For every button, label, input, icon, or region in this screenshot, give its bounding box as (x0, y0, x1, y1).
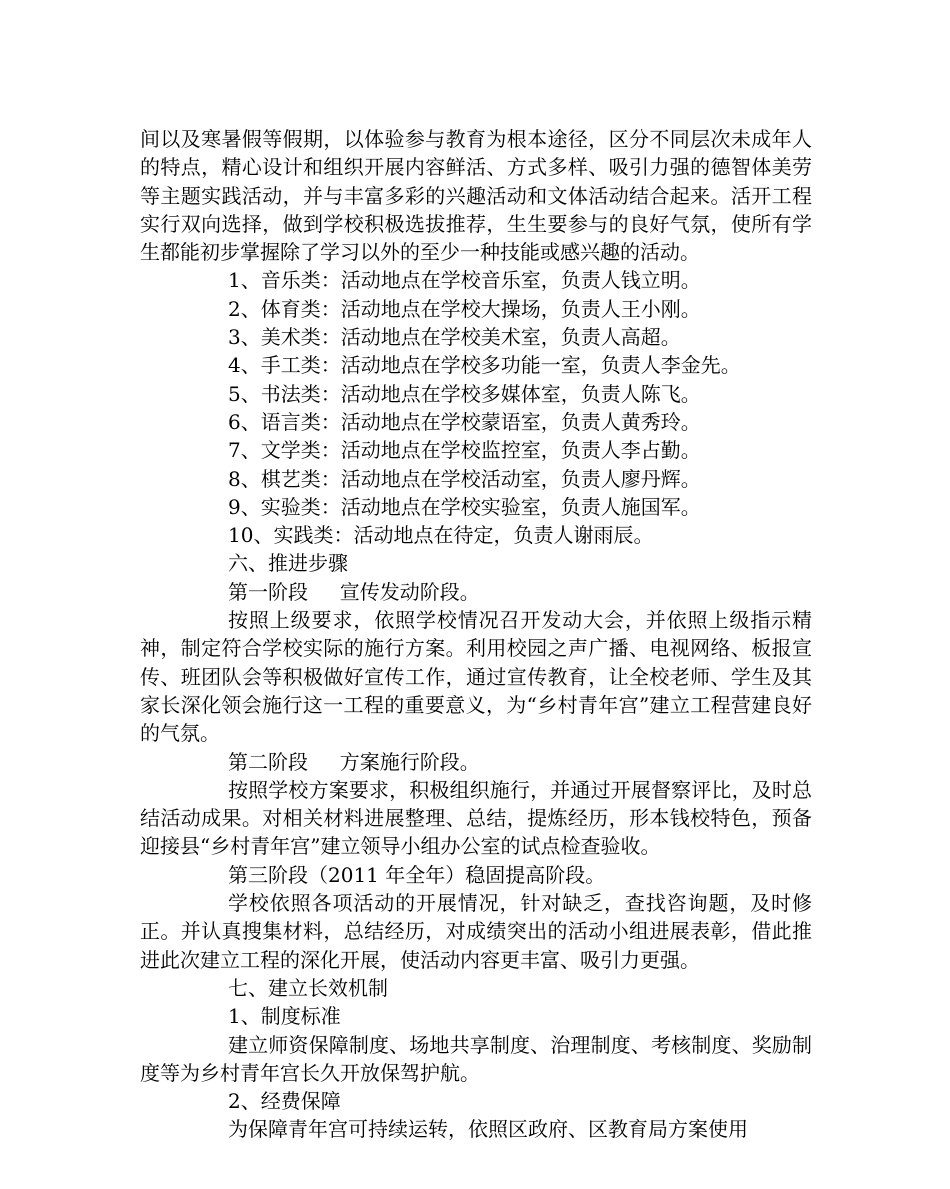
paragraph: 6、语言类：活动地点在学校蒙语室，负责人黄秀玲。 (228, 409, 701, 434)
paragraph: 5、书法类：活动地点在学校多媒体室，负责人陈飞。 (228, 381, 701, 406)
paragraph: 间以及寒暑假等假期，以体验参与教育为根本途径，区分不同层次未成年人的特点，精心设计和组织开展内容鲜活、方式多样、吸引力强的德智体美劳等主题实践活动，并与丰富多彩的兴趣活动和文体活动结合起来。活开工程实行双向选择，做到学校积极选拔推荐，生生要参与的良好气氛，使所有学生都能初步掌握除了学习以外的至少一种技能或感兴趣的活动。 (140, 127, 812, 265)
paragraph: 七、建立长效机制 (228, 975, 388, 1000)
paragraph: 第二阶段 方案施行阶段。 (228, 749, 480, 774)
document-body (140, 125, 812, 1144)
paragraph: 3、美术类：活动地点在学校美术室，负责人高超。 (228, 325, 681, 350)
paragraph: 第三阶段（2011 年全年）稳固提高阶段。 (228, 862, 606, 887)
paragraph: 9、实验类：活动地点在学校实验室，负责人施国军。 (228, 494, 701, 519)
paragraph: 建立师资保障制度、场地共享制度、治理制度、考核制度、奖励制度等为乡村青年宫长久开放保驾护航。 (140, 1032, 812, 1085)
paragraph: 学校依照各项活动的开展情况，针对缺乏，查找咨询题，及时修正。并认真搜集材料，总结经历，对成绩突出的活动小组进展表彰，借此推进此次建立工程的深化开展，使活动内容更丰富、吸引力更强。 (140, 891, 812, 972)
paragraph: 4、手工类：活动地点在学校多功能一室，负责人李金先。 (228, 353, 741, 378)
paragraph: 8、棋艺类：活动地点在学校活动室，负责人廖丹辉。 (228, 466, 701, 491)
paragraph: 1、音乐类：活动地点在学校音乐室，负责人钱立明。 (228, 268, 701, 293)
paragraph: 六、推进步骤 (228, 551, 348, 576)
paragraph: 7、文学类：活动地点在学校监控室，负责人李占勤。 (228, 438, 701, 463)
paragraph: 为保障青年宫可持续运转，依照区政府、区教育局方案使用 (228, 1117, 748, 1142)
paragraph: 1、制度标准 (228, 1004, 341, 1029)
paragraph: 10、实践类：活动地点在待定，负责人谢雨辰。 (228, 523, 654, 548)
paragraph: 2、体育类：活动地点在学校大操场，负责人王小刚。 (228, 296, 701, 321)
paragraph: 2、经费保障 (228, 1089, 341, 1114)
paragraph: 按照上级要求，依照学校情况召开发动大会，并依照上级指示精神，制定符合学校实际的施行方案。利用校园之声广播、电视网络、板报宣传、班团队会等积极做好宣传工作，通过宣传教育，让全校老师、学生及其家长深化领会施行这一工程的重要意义，为“乡村青年宫”建立工程营建良好的气氛。 (140, 608, 812, 746)
paragraph: 按照学校方案要求，积极组织施行，并通过开展督察评比，及时总结活动成果。对相关材料进展整理、总结，提炼经历，形本钱校特色，预备迎接县“乡村青年宫”建立领导小组办公室的试点检查验收。 (140, 777, 812, 859)
paragraph: 第一阶段 宣传发动阶段。 (228, 579, 480, 604)
